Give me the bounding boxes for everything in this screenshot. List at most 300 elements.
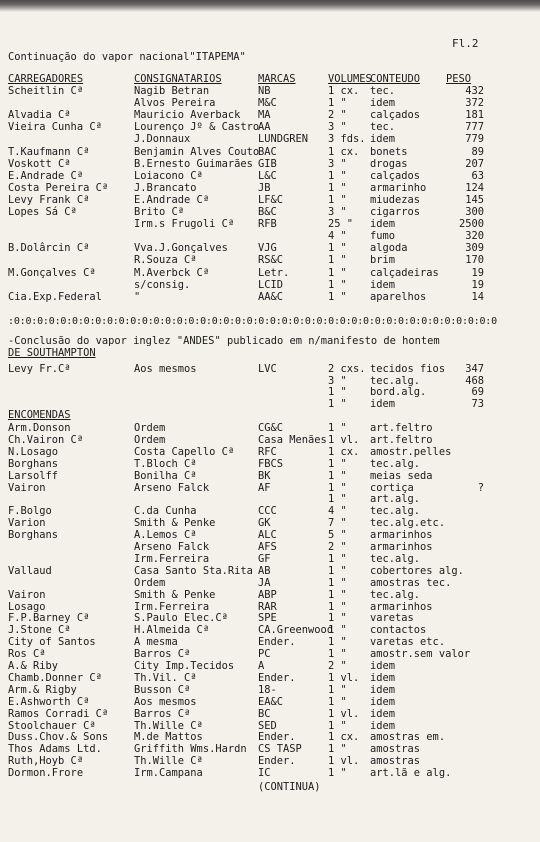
cell-peso: 19 xyxy=(471,278,484,291)
cell-peso: 124 xyxy=(465,181,484,194)
conclusion-line: -Conclusão do vapor inglez "ANDES" publicado em n/manifesto de hontem xyxy=(8,335,440,347)
table-row xyxy=(0,399,540,411)
cell-marca: AB xyxy=(258,564,271,577)
cell-carregador: T.Kaufmann Cª xyxy=(8,145,90,158)
cell-volumes: 1 " xyxy=(328,552,347,565)
cell-volumes: 1 " xyxy=(328,648,347,661)
table-row xyxy=(0,171,540,183)
cell-conteudo: varetas etc. xyxy=(370,636,446,649)
cell-consignatario: Smith & Penke xyxy=(134,517,216,530)
cell-conteudo: calçadeiras xyxy=(370,266,439,279)
cell-marca: SED xyxy=(258,719,277,732)
cell-consignatario: Ordem xyxy=(134,433,166,446)
table-row xyxy=(0,86,540,98)
cell-marca: SPE xyxy=(258,612,277,625)
cell-volumes: 4 " xyxy=(328,505,347,518)
table-row xyxy=(0,744,540,756)
cell-consignatario: Th.Vil. Cª xyxy=(134,671,197,684)
cell-carregador: Arm.& Rigby xyxy=(8,683,77,696)
cell-conteudo: calçados xyxy=(370,169,421,182)
cell-volumes: 1 " xyxy=(328,266,347,279)
cell-marca: VJG xyxy=(258,242,277,255)
cell-carregador: Ramos Corradi Cª xyxy=(8,707,109,720)
cell-conteudo: tecidos fios xyxy=(370,363,446,375)
cell-conteudo: amostras xyxy=(370,755,421,768)
table-row xyxy=(0,542,540,554)
cell-marca: LUNDGREN xyxy=(258,133,309,146)
table-row xyxy=(0,447,540,459)
cell-conteudo: bord.alg. xyxy=(370,386,427,398)
cell-conteudo: drogas xyxy=(370,157,408,170)
cell-marca: CG&C xyxy=(258,422,284,434)
cell-volumes: 4 " xyxy=(328,230,347,243)
table-row xyxy=(0,280,540,292)
cell-carregador: Larsolff xyxy=(8,469,59,482)
cell-volumes: 1 vl. xyxy=(328,707,360,720)
cell-consignatario: Casa Santo Sta.Rita xyxy=(134,564,253,577)
table-row xyxy=(0,590,540,602)
cell-volumes: 1 " xyxy=(328,612,347,625)
cell-carregador: B.Dolârcin Cª xyxy=(8,242,90,255)
table-row xyxy=(0,387,540,399)
cell-volumes: 1 " xyxy=(328,636,347,649)
cell-marca: LCID xyxy=(258,278,284,291)
cell-carregador: Alvadia Cª xyxy=(8,109,71,122)
section-divider: :0:0:0:0:0:0:0:0:0:0:0:0:0:0:0:0:0:0:0:0:0:0:0:0:0:0:0:0:0:0:0:0:0:0:0:0:0:0:0:0:0:0 xyxy=(8,316,497,327)
cell-marca: LF&C xyxy=(258,193,284,206)
cell-carregador: Levy Frank Cª xyxy=(8,193,90,206)
cell-conteudo: art.feltro xyxy=(370,433,433,446)
cell-volumes: 1 " xyxy=(328,683,347,696)
cell-consignatario: Bonilha Cª xyxy=(134,469,197,482)
cell-marca: MA xyxy=(258,109,271,122)
cell-marca: L&C xyxy=(258,169,277,182)
cell-consignatario: B.Ernesto Guimarães xyxy=(134,157,253,170)
cell-carregador: J.Stone Cª xyxy=(8,624,71,637)
table-row xyxy=(0,147,540,159)
page-number: Fl.2 xyxy=(452,37,479,50)
cell-volumes: 1 " xyxy=(328,767,347,780)
cell-volumes: 5 " xyxy=(328,529,347,542)
cell-volumes: 1 " xyxy=(328,695,347,708)
cell-conteudo: tec. xyxy=(370,121,396,134)
cell-conteudo: idem xyxy=(370,695,396,708)
cell-carregador: Duss.Chov.& Sons xyxy=(8,731,109,744)
table-row xyxy=(0,530,540,542)
cell-peso: 777 xyxy=(465,121,484,134)
cell-volumes: 3 " xyxy=(328,121,347,134)
cell-carregador: City of Santos xyxy=(8,636,96,649)
cell-volumes: 1 " xyxy=(328,169,347,182)
cell-consignatario: Th.Wille Cª xyxy=(134,755,203,768)
cell-conteudo: fumo xyxy=(370,230,396,243)
cell-marca: PC xyxy=(258,648,271,661)
cell-peso: 309 xyxy=(465,242,484,255)
cell-conteudo: tec. xyxy=(370,85,396,97)
cell-carregador: Vairon xyxy=(8,481,46,494)
cell-carregador: Ruth,Hoyb Cª xyxy=(8,755,84,768)
table-row xyxy=(0,183,540,195)
table-row xyxy=(0,471,540,483)
cell-consignatario: Loiacono Cª xyxy=(134,169,203,182)
cell-consignatario: J.Donnaux xyxy=(134,133,191,146)
cell-peso: 69 xyxy=(471,386,484,398)
cell-conteudo: armarinhos xyxy=(370,600,433,613)
table-row xyxy=(0,756,540,768)
table-row xyxy=(0,459,540,471)
cell-consignatario: Benjamin Alves Couto xyxy=(134,145,260,158)
cell-conteudo: tec.alg. xyxy=(370,457,421,470)
cell-volumes: 1 cx. xyxy=(328,731,360,744)
cell-marca: IC xyxy=(258,767,271,780)
cell-volumes: 25 " xyxy=(328,218,354,231)
cell-consignatario: E.Andrade Cª xyxy=(134,193,210,206)
cell-marca: 18- xyxy=(258,683,277,696)
cell-carregador: Arm.Donson xyxy=(8,422,71,434)
cell-consignatario: Irm.Ferreira xyxy=(134,552,210,565)
cell-volumes: 2 " xyxy=(328,541,347,553)
cell-carregador: Vallaud xyxy=(8,564,52,577)
table-row xyxy=(0,376,540,388)
cell-consignatario: Lourenço Jº & Castro xyxy=(134,121,260,134)
cell-marca: ALC xyxy=(258,529,277,542)
table-row xyxy=(0,602,540,614)
cell-peso: 320 xyxy=(465,230,484,243)
table-row xyxy=(0,673,540,685)
cell-conteudo: aparelhos xyxy=(370,290,427,303)
cell-consignatario: Ordem xyxy=(134,422,166,434)
cell-conteudo: armarinho xyxy=(370,181,427,194)
table-row xyxy=(0,613,540,625)
cell-carregador: Scheitlin Cª xyxy=(8,85,84,97)
cell-consignatario: s/consig. xyxy=(134,278,191,291)
cell-carregador: Stoolchauer Cª xyxy=(8,719,96,732)
cell-conteudo: amostras em. xyxy=(370,731,446,744)
cell-consignatario: Th.Wille Cª xyxy=(134,719,203,732)
cell-consignatario: Arseno Falck xyxy=(134,481,210,494)
cell-peso: 300 xyxy=(465,206,484,218)
table-row xyxy=(0,195,540,207)
cell-peso: 432 xyxy=(465,85,484,97)
cell-conteudo: idem xyxy=(370,278,396,291)
cell-carregador: F.Bolgo xyxy=(8,505,52,518)
cell-marca: RFB xyxy=(258,218,277,231)
cell-consignatario: " xyxy=(134,290,141,303)
cell-consignatario: Barros Cª xyxy=(134,648,191,661)
table-row xyxy=(0,255,540,267)
cell-marca: B&C xyxy=(258,206,277,218)
cell-peso: ? xyxy=(477,481,484,494)
cell-conteudo: tec.alg. xyxy=(370,505,421,518)
cell-conteudo: idem xyxy=(370,683,396,696)
cell-conteudo: contactos xyxy=(370,624,427,637)
cell-consignatario: City Imp.Tecidos xyxy=(134,660,235,672)
cell-marca: Ender. xyxy=(258,755,296,768)
cell-conteudo: idem xyxy=(370,671,396,684)
cell-conteudo: amostras xyxy=(370,743,421,756)
table-row xyxy=(0,159,540,171)
cell-consignatario: A.Lemos Cª xyxy=(134,529,197,542)
cell-marca: AFS xyxy=(258,541,277,553)
cell-volumes: 1 " xyxy=(328,624,347,637)
cell-carregador: A.& Riby xyxy=(8,660,59,672)
cell-consignatario: Ordem xyxy=(134,576,166,589)
cell-consignatario: Arseno Falck xyxy=(134,541,210,553)
cell-conteudo: tec.alg. xyxy=(370,374,421,387)
cell-marca: FBCS xyxy=(258,457,284,470)
cell-marca: A xyxy=(258,660,265,672)
cell-consignatario: Busson Cª xyxy=(134,683,191,696)
cell-carregador: Costa Pereira Cª xyxy=(8,181,109,194)
cell-carregador: Losago xyxy=(8,600,46,613)
continua-footer: (CONTINUA) xyxy=(258,781,321,793)
table-row xyxy=(0,768,540,780)
cell-consignatario: Irm.Ferreira xyxy=(134,600,210,613)
table-row xyxy=(0,637,540,649)
cell-marca: RAR xyxy=(258,600,277,613)
cell-consignatario: S.Paulo Elec.Cª xyxy=(134,612,228,625)
cell-consignatario: M.de Mattos xyxy=(134,731,203,744)
table-row xyxy=(0,494,540,506)
cell-marca: CA.Greenwood xyxy=(258,624,334,637)
cell-volumes: 1 " xyxy=(328,422,347,434)
cell-carregador: N.Losago xyxy=(8,445,59,458)
cell-marca: GIB xyxy=(258,157,277,170)
cell-conteudo: idem xyxy=(370,707,396,720)
cell-volumes: 1 " xyxy=(328,242,347,255)
cell-volumes: 1 " xyxy=(328,278,347,291)
table-row xyxy=(0,292,540,304)
table-row xyxy=(0,134,540,146)
cell-peso: 372 xyxy=(465,97,484,110)
cell-marca: JB xyxy=(258,181,271,194)
table-row xyxy=(0,364,540,376)
cell-conteudo: armarinhos xyxy=(370,529,433,542)
cell-conteudo: meias seda xyxy=(370,469,433,482)
cell-volumes: 2 " xyxy=(328,109,347,122)
cell-conteudo: art.alg. xyxy=(370,493,421,506)
cell-peso: 14 xyxy=(471,290,484,303)
cell-consignatario: Smith & Penke xyxy=(134,588,216,601)
cell-conteudo: algoda xyxy=(370,242,408,255)
scan-top-edge xyxy=(0,0,540,12)
cell-consignatario: M.Averbck Cª xyxy=(134,266,210,279)
table-row xyxy=(0,98,540,110)
cell-conteudo: idem xyxy=(370,719,396,732)
cell-peso: 207 xyxy=(465,157,484,170)
cell-marca: LVC xyxy=(258,363,277,375)
cell-volumes: 3 " xyxy=(328,374,347,387)
cell-carregador: Levy Fr.Cª xyxy=(8,363,71,375)
cell-conteudo: varetas xyxy=(370,612,414,625)
cell-marca: AA xyxy=(258,121,271,134)
cell-marca: JA xyxy=(258,576,271,589)
cell-marca: GK xyxy=(258,517,271,530)
cell-marca: RS&C xyxy=(258,254,284,267)
cell-peso: 19 xyxy=(471,266,484,279)
cell-conteudo: idem xyxy=(370,97,396,110)
cell-marca: RFC xyxy=(258,445,277,458)
cell-carregador: E.Andrade Cª xyxy=(8,169,84,182)
table-row xyxy=(0,110,540,122)
table-row xyxy=(0,231,540,243)
cell-marca: Ender. xyxy=(258,731,296,744)
cell-conteudo: idem xyxy=(370,218,396,231)
cell-carregador: Thos Adams Ltd. xyxy=(8,743,102,756)
table-row xyxy=(0,578,540,590)
header-carregadores: CARREGADORES xyxy=(8,73,84,85)
cell-marca: M&C xyxy=(258,97,277,110)
header-conteudo: CONTEUDO xyxy=(370,73,421,85)
cell-consignatario: Griffith Wms.Hardn xyxy=(134,743,247,756)
cell-consignatario: H.Almeida Cª xyxy=(134,624,210,637)
cell-conteudo: idem xyxy=(370,133,396,146)
cell-volumes: 2 " xyxy=(328,660,347,672)
table-row xyxy=(0,685,540,697)
cell-volumes: 1 " xyxy=(328,481,347,494)
cell-marca: Letr. xyxy=(258,266,290,279)
table-row xyxy=(0,435,540,447)
table-row xyxy=(0,423,540,435)
table-row xyxy=(0,709,540,721)
cell-volumes: 1 " xyxy=(328,181,347,194)
header-consignatarios: CONSIGNATARIOS xyxy=(134,73,222,85)
cell-conteudo: miudezas xyxy=(370,193,421,206)
cell-consignatario: R.Souza Cª xyxy=(134,254,197,267)
column-headers xyxy=(0,74,540,86)
table-row xyxy=(0,649,540,661)
cell-carregador: Borghans xyxy=(8,529,59,542)
cell-carregador: F.P.Barney Cª xyxy=(8,612,90,625)
cell-peso: 73 xyxy=(471,397,484,410)
cell-volumes: 1 cx. xyxy=(328,85,360,97)
cell-volumes: 1 " xyxy=(328,564,347,577)
cell-conteudo: tec.alg. xyxy=(370,552,421,565)
cell-consignatario: T.Bloch Cª xyxy=(134,457,197,470)
cell-peso: 181 xyxy=(465,109,484,122)
header-peso: PESO xyxy=(446,73,472,85)
cell-marca: GF xyxy=(258,552,271,565)
table-row xyxy=(0,268,540,280)
cell-volumes: 1 " xyxy=(328,576,347,589)
cell-carregador: Vairon xyxy=(8,588,46,601)
cell-peso: 170 xyxy=(465,254,484,267)
cell-peso: 2500 xyxy=(458,218,484,231)
cell-carregador: Lopes Sá Cª xyxy=(8,206,77,218)
cell-peso: 63 xyxy=(471,169,484,182)
cell-consignatario: J.Brancato xyxy=(134,181,197,194)
cell-volumes: 1 vl. xyxy=(328,755,360,768)
cell-conteudo: art.feltro xyxy=(370,422,433,434)
header-volumes: VOLUMES xyxy=(328,73,372,85)
cell-volumes: 1 " xyxy=(328,97,347,110)
cell-conteudo: cigarros xyxy=(370,206,421,218)
cell-conteudo: brim xyxy=(370,254,396,267)
cell-conteudo: bonets xyxy=(370,145,408,158)
cell-marca: NB xyxy=(258,85,271,97)
cell-marca: CCC xyxy=(258,505,277,518)
cell-consignatario: Brito Cª xyxy=(134,206,185,218)
cell-peso: 89 xyxy=(471,145,484,158)
cell-conteudo: amostr.sem valor xyxy=(370,648,471,661)
cell-marca: ABP xyxy=(258,588,277,601)
cell-marca: CS TASP xyxy=(258,743,302,756)
cell-carregador: Cia.Exp.Federal xyxy=(8,290,102,303)
cell-consignatario: Alvos Pereira xyxy=(134,97,216,110)
cell-carregador: Varion xyxy=(8,517,46,530)
cell-consignatario: Irm.Campana xyxy=(134,767,203,780)
table-row xyxy=(0,207,540,219)
cell-volumes: 1 cx. xyxy=(328,445,360,458)
cell-peso: 468 xyxy=(465,374,484,387)
cell-volumes: 1 vl. xyxy=(328,433,360,446)
conclusion-origin: DE SOUTHAMPTON xyxy=(8,347,96,359)
cell-volumes: 1 " xyxy=(328,493,347,506)
table-row xyxy=(0,518,540,530)
cell-consignatario: Aos mesmos xyxy=(134,695,197,708)
table-row xyxy=(0,554,540,566)
cell-marca: EA&C xyxy=(258,695,284,708)
cell-carregador: Dormon.Frore xyxy=(8,767,84,780)
table-row xyxy=(0,483,540,495)
cell-peso: 145 xyxy=(465,193,484,206)
cell-carregador: M.Gonçalves Cª xyxy=(8,266,96,279)
encomendas-title: ENCOMENDAS xyxy=(8,409,71,421)
cell-volumes: 1 cx. xyxy=(328,145,360,158)
cell-volumes: 1 " xyxy=(328,719,347,732)
cell-conteudo: amostras tec. xyxy=(370,576,452,589)
cell-consignatario: C.da Cunha xyxy=(134,505,197,518)
cell-marca: AF xyxy=(258,481,271,494)
cell-volumes: 1 " xyxy=(328,254,347,267)
header-marcas: MARCAS xyxy=(258,73,296,85)
cell-volumes: 1 " xyxy=(328,469,347,482)
cell-marca: BK xyxy=(258,469,271,482)
cell-consignatario: Nagib Betran xyxy=(134,85,210,97)
cell-conteudo: art.lã e alg. xyxy=(370,767,452,780)
cell-volumes: 1 " xyxy=(328,588,347,601)
cell-volumes: 1 vl. xyxy=(328,671,360,684)
cell-conteudo: cortiça xyxy=(370,481,414,494)
cell-volumes: 1 " xyxy=(328,193,347,206)
cell-marca: BAC xyxy=(258,145,277,158)
cell-peso: 779 xyxy=(465,133,484,146)
table-row xyxy=(0,697,540,709)
cell-carregador: Borghans xyxy=(8,457,59,470)
table-row xyxy=(0,506,540,518)
table-row xyxy=(0,122,540,134)
cell-conteudo: amostr.pelles xyxy=(370,445,452,458)
cell-conteudo: cobertores alg. xyxy=(370,564,464,577)
table-row xyxy=(0,219,540,231)
cell-consignatario: Mauricio Averback xyxy=(134,109,241,122)
cell-volumes: 3 fds. xyxy=(328,133,366,146)
table-row xyxy=(0,566,540,578)
cell-volumes: 1 " xyxy=(328,397,347,410)
cell-volumes: 1 " xyxy=(328,457,347,470)
cell-consignatario: Aos mesmos xyxy=(134,363,197,375)
cell-conteudo: tec.alg. xyxy=(370,588,421,601)
cell-volumes: 3 " xyxy=(328,157,347,170)
cell-carregador: Vieira Cunha Cª xyxy=(8,121,102,134)
cell-volumes: 2 cxs. xyxy=(328,363,366,375)
cell-carregador: Ros Cª xyxy=(8,648,46,661)
cell-marca: Casa Menães xyxy=(258,433,327,446)
cell-volumes: 1 " xyxy=(328,386,347,398)
cell-consignatario: Vva.J.Gonçalves xyxy=(134,242,228,255)
table-row xyxy=(0,661,540,673)
cell-carregador: E.Ashworth Cª xyxy=(8,695,90,708)
